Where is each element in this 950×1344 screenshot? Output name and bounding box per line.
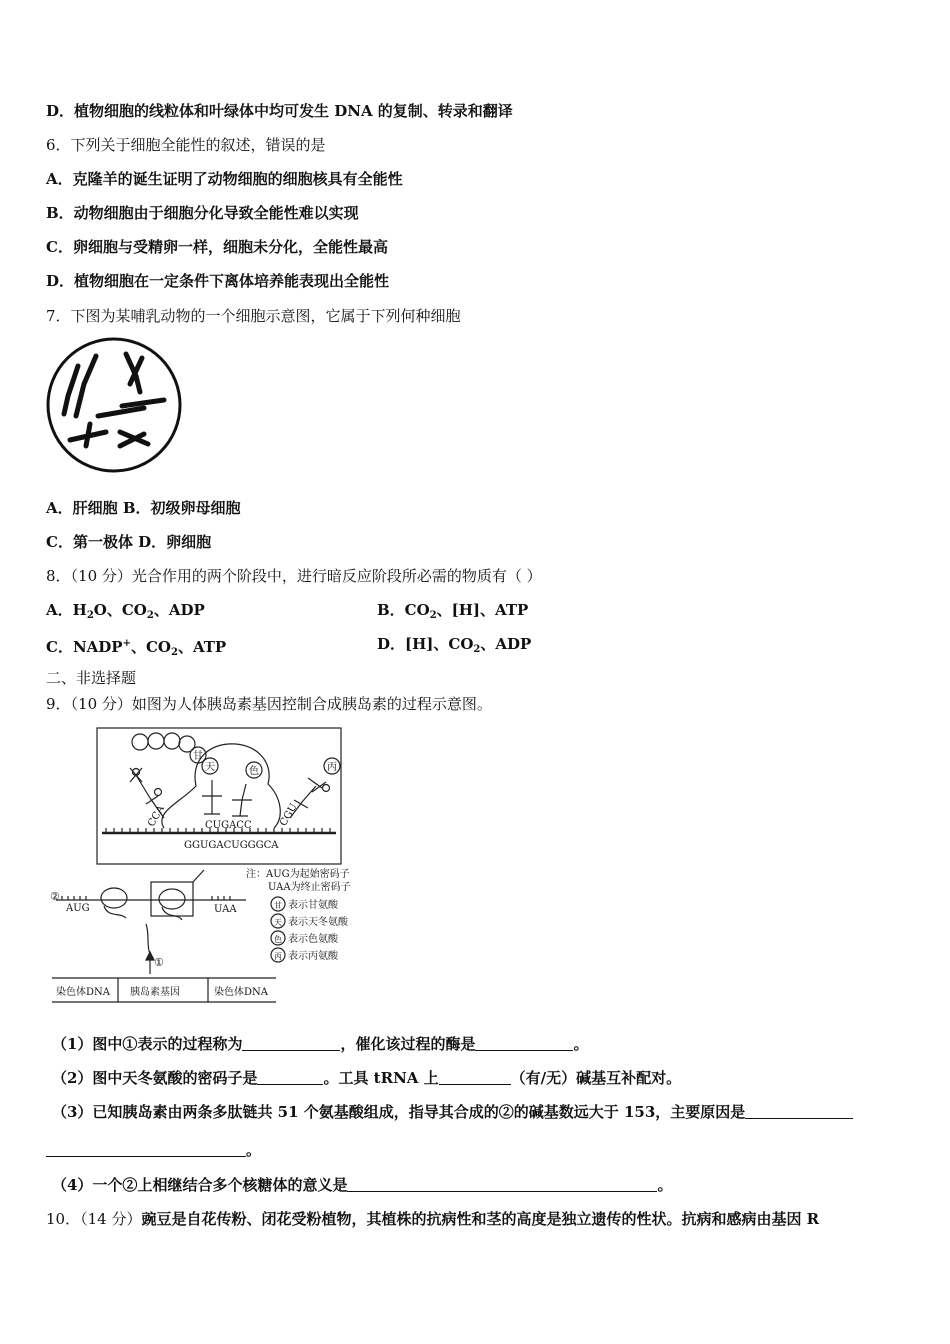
mrna-tail xyxy=(146,924,150,954)
ribosome-overview xyxy=(159,889,185,909)
chromosomes xyxy=(64,354,164,446)
answer-blank[interactable] xyxy=(242,1034,340,1051)
q10-stem: 豌豆是自花传粉、闭花受粉植物，其植株的抗病性和茎的高度是独立遗传的性状。抗病和感病由基因 R xyxy=(141,1210,820,1228)
q8-option-b xyxy=(377,600,528,626)
chromosome xyxy=(122,400,164,406)
q8-score: （10 分） xyxy=(70,567,132,585)
chromosome xyxy=(84,356,96,384)
trna-middle-1 xyxy=(202,780,222,814)
mrna-sequence: GGUGACUGGGCA xyxy=(184,840,279,851)
answer-blank[interactable] xyxy=(745,1102,853,1119)
start-codon: AUG xyxy=(66,903,90,914)
legend-se: 表示色氨酸 xyxy=(288,934,338,945)
q8-option-c-text: 、CO xyxy=(130,638,171,656)
q6-option-d: D．植物细胞在一定条件下离体培养能表现出全能性 xyxy=(46,272,390,290)
q9-s2-text: （有/无）碱基互补配对。 xyxy=(510,1069,682,1087)
ribosome xyxy=(162,744,280,828)
q8-option-a-text: A．H xyxy=(46,601,87,619)
zoom-pointer xyxy=(193,870,204,882)
q9-number: 9． xyxy=(46,695,71,713)
q8-stem: 光合作用的两个阶段中，进行暗反应阶段所必需的物质有（ ） xyxy=(131,567,542,585)
q9-s4-text: 。 xyxy=(657,1176,673,1194)
subscript: 2 xyxy=(473,644,481,655)
q10-number: 10． xyxy=(46,1210,81,1228)
dna-left-label: 染色体DNA xyxy=(56,987,110,998)
translation-diagram xyxy=(46,722,376,1008)
q6-option-b: B．动物细胞由于细胞分化导致全能性难以实现 xyxy=(46,204,359,222)
q7-stem: 7．下图为某哺乳动物的一个细胞示意图，它属于下列何种细胞 xyxy=(46,307,461,325)
anticodon-middle: CUGACC xyxy=(205,820,252,831)
q9-s1-text: 。 xyxy=(573,1035,589,1053)
dna-right-label: 染色体DNA xyxy=(214,987,268,998)
label-1: ① xyxy=(154,956,164,969)
trna-loop xyxy=(155,789,162,796)
trna-middle-2 xyxy=(232,784,252,816)
q9-s1-text: （1）图中①表示的过程称为 xyxy=(52,1035,243,1053)
dna-gene-label: 胰岛素基因 xyxy=(130,987,180,998)
q9-subq-3 xyxy=(52,1102,853,1122)
label-se: 色 xyxy=(249,766,259,777)
q8-option-a-text: 、ADP xyxy=(153,601,205,619)
q9-s1-text: ，催化该过程的酶是 xyxy=(340,1035,476,1053)
section-heading: 二、非选择题 xyxy=(46,669,137,687)
answer-blank[interactable] xyxy=(439,1068,511,1085)
arrow-head xyxy=(146,952,154,960)
q5-option-d: D．植物细胞的线粒体和叶绿体中均可发生 DNA 的复制、转录和翻译 xyxy=(46,102,513,120)
legend-bing-glyph: 丙 xyxy=(274,952,282,961)
q8-option-b-text: 、[H]、ATP xyxy=(436,601,529,619)
q9-subq-1 xyxy=(52,1034,588,1054)
amino-acid-circle xyxy=(164,733,180,749)
q9-s3-text: （3）已知胰岛素由两条多肽链共 51 个氨基酸组成，指导其合成的②的碱基数远大于 153，主要原因是 xyxy=(52,1103,746,1121)
subscript: 2 xyxy=(146,610,154,621)
chromosome xyxy=(86,424,90,446)
stop-codon: UAA xyxy=(214,904,237,915)
zoom-box xyxy=(151,882,193,916)
superscript: + xyxy=(122,638,131,649)
legend-se-glyph: 色 xyxy=(274,935,282,944)
q8-option-d-text: 、ADP xyxy=(480,635,532,653)
q7-options-ab: A．肝细胞 B．初级卵母细胞 xyxy=(46,499,241,517)
q9-s2-text: 。工具 tRNA 上 xyxy=(323,1069,439,1087)
label-bing: 丙 xyxy=(327,762,337,773)
anticodon-right: CGU xyxy=(278,801,300,829)
answer-blank[interactable] xyxy=(347,1175,657,1192)
q8-option-c-text: C．NADP xyxy=(46,638,123,656)
q8-stem-line xyxy=(46,566,542,586)
note-start: 注：AUG为起始密码子 xyxy=(246,869,350,880)
q6-option-c: C．卵细胞与受精卵一样，细胞未分化，全能性最高 xyxy=(46,238,388,256)
legend-gan-glyph: 甘 xyxy=(274,901,282,910)
q9-subq-4 xyxy=(52,1175,672,1195)
q9-score: （10 分） xyxy=(70,695,132,713)
chromosome xyxy=(98,408,144,416)
q9-s2-text: （2）图中天冬氨酸的密码子是 xyxy=(52,1069,258,1087)
q9-stem: 如图为人体胰岛素基因控制合成胰岛素的过程示意图。 xyxy=(131,695,492,713)
note-stop: UAA为终止密码子 xyxy=(268,882,351,893)
label-tian: 天 xyxy=(205,762,215,773)
q8-option-b-text: B．CO xyxy=(377,601,430,619)
answer-blank[interactable] xyxy=(257,1068,323,1085)
legend-bing: 表示丙氨酸 xyxy=(288,951,338,962)
q8-option-d-text: D．[H]、CO xyxy=(377,635,474,653)
label-2: ② xyxy=(50,890,60,903)
label-gan: 甘 xyxy=(193,751,203,762)
subscript: 2 xyxy=(429,610,437,621)
amino-acid-circle xyxy=(132,734,148,750)
legend-tian: 表示天冬氨酸 xyxy=(288,917,348,928)
q6-stem: 6．下列关于细胞全能性的叙述，错误的是 xyxy=(46,136,326,154)
q7-options-cd: C．第一极体 D．卵细胞 xyxy=(46,533,212,551)
q10-stem-line xyxy=(46,1209,819,1229)
ribosome-overview xyxy=(101,888,127,908)
q8-option-c-text: 、ATP xyxy=(177,638,227,656)
q8-option-a xyxy=(46,600,205,626)
subscript: 2 xyxy=(170,647,178,658)
q9-subq-2 xyxy=(52,1068,681,1088)
q8-option-a-text: O、CO xyxy=(93,601,147,619)
chromosome xyxy=(76,384,84,416)
q8-option-d xyxy=(377,634,531,660)
q8-number: 8． xyxy=(46,567,71,585)
subscript: 2 xyxy=(86,610,94,621)
q8-option-c xyxy=(46,634,226,663)
q9-subq-3-cont xyxy=(46,1140,261,1160)
amino-acid-circle xyxy=(148,733,164,749)
q9-stem-line xyxy=(46,694,492,714)
answer-blank[interactable] xyxy=(475,1034,573,1051)
trna-loop xyxy=(323,785,330,792)
answer-blank[interactable] xyxy=(46,1140,246,1157)
legend-tian-glyph: 天 xyxy=(274,918,282,927)
q9-s4-text: （4）一个②上相继结合多个核糖体的意义是 xyxy=(52,1176,348,1194)
q9-s3-text: 。 xyxy=(246,1141,262,1159)
q6-option-a: A．克隆羊的诞生证明了动物细胞的细胞核具有全能性 xyxy=(46,170,403,188)
q10-score: （14 分） xyxy=(80,1210,142,1228)
anticodon-left: CCA xyxy=(146,803,167,829)
legend-gan: 表示甘氨酸 xyxy=(288,900,338,911)
cell-diagram xyxy=(44,336,184,476)
